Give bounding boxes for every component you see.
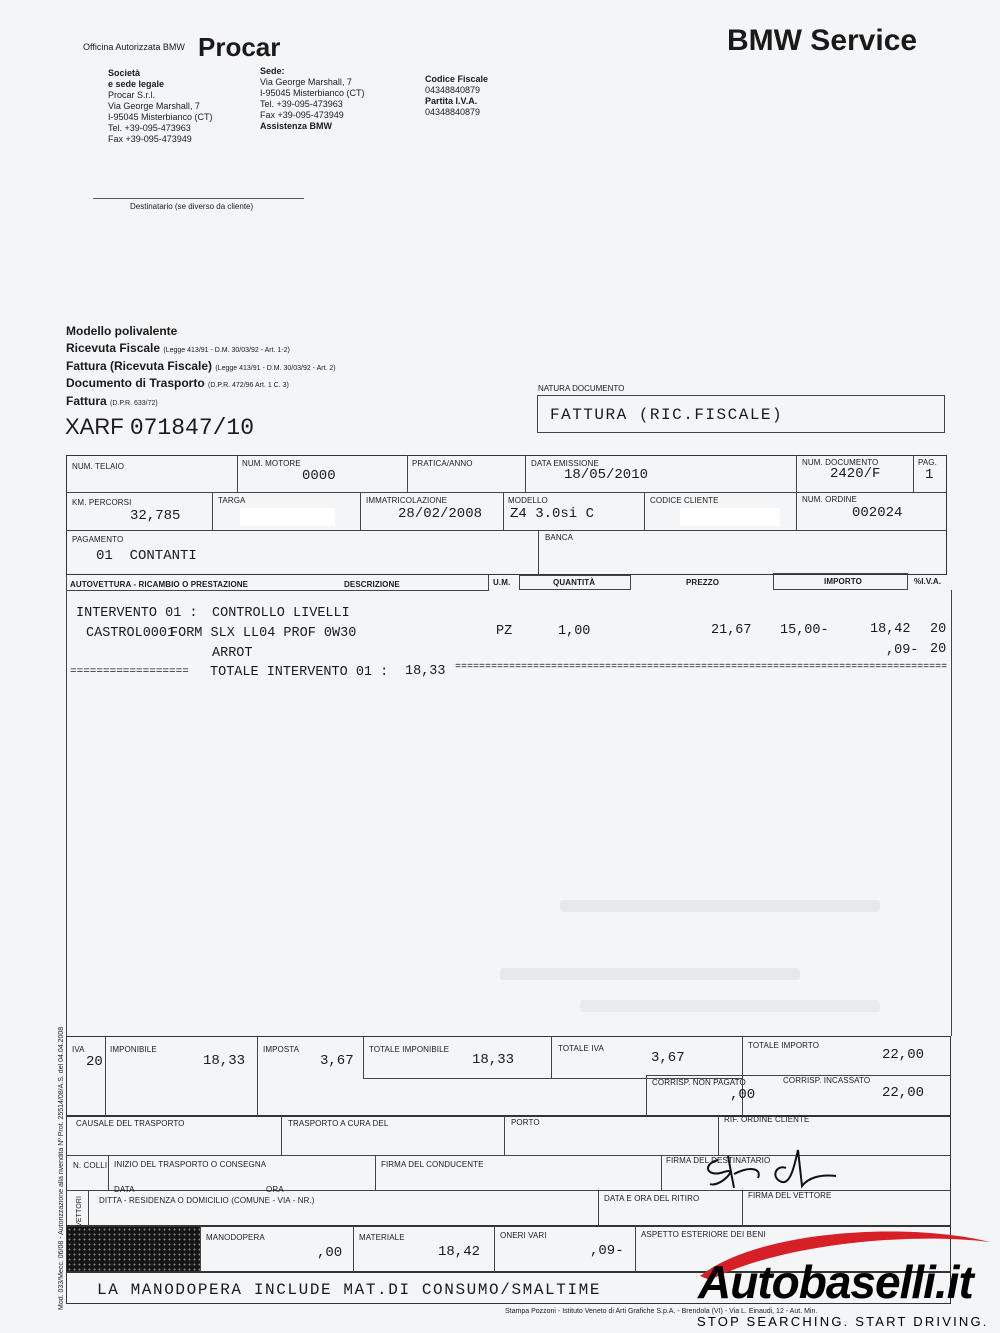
total-rule-right: ================================================================================== [455, 662, 947, 673]
document-number [65, 414, 254, 441]
model-lines [66, 341, 336, 411]
line2-discount: 15,00- [780, 623, 829, 638]
imposta-label: IMPOSTA [263, 1045, 300, 1054]
ditta-label: DITTA - RESIDENZA O DOMICILIO (COMUNE - VIA - NR.) [99, 1196, 315, 1205]
destinatario-label: Destinatario (se diverso da cliente) [130, 202, 254, 211]
model-line-ref: (D.P.R. 633/72) [110, 399, 158, 407]
model-line-bold: Fattura [66, 393, 107, 408]
col-prezzo: PREZZO [686, 578, 720, 587]
number-prefix: XARF [65, 414, 124, 439]
side-authorization-text: Mod. 033/Mecc. 06/08 - Autorizzazione alla rivendita Nº Prot. 25514/08/A.S. del 04.04.2008 [58, 1026, 65, 1310]
line2-qty: 1,00 [558, 624, 591, 639]
col-divider [257, 1036, 258, 1116]
immatricolazione-value: 28/02/2008 [398, 506, 483, 522]
targa-redacted [240, 508, 335, 526]
bmw-service-logo: BMW Service [727, 24, 918, 57]
imponibile-value: 18,33 [203, 1053, 246, 1069]
materiale-value: 18,42 [438, 1244, 481, 1260]
col-divider [200, 1226, 201, 1272]
col-divider [796, 492, 797, 530]
natura-box [537, 395, 945, 433]
legal-line: Tel. +39-095-473963 [108, 123, 191, 133]
modello-value: Z4 3.0si C [510, 506, 595, 522]
col-divider [504, 1116, 505, 1155]
motore-value: 0000 [302, 468, 336, 484]
col-divider [88, 1190, 89, 1226]
col-divider [281, 1116, 282, 1155]
causale-label: CAUSALE DEL TRASPORTO [76, 1119, 185, 1128]
tot-importo-label: TOTALE IMPORTO [748, 1041, 820, 1050]
destinatario-line [93, 198, 304, 199]
firma-conducente-label: FIRMA DEL CONDUCENTE [381, 1160, 484, 1169]
incassato-value: 22,00 [882, 1085, 925, 1101]
legal-address [108, 90, 213, 145]
ordine-label: NUM. ORDINE [802, 495, 857, 504]
vettori-label: VETTORI [76, 1196, 83, 1227]
col-descrizione: DESCRIZIONE [344, 580, 400, 589]
oneri-value: ,09- [590, 1243, 624, 1259]
natura-value: FATTURA (RIC.FISCALE) [550, 406, 784, 424]
line2-desc: FORM SLX LL04 PROF 0W30 [170, 626, 357, 641]
sede-line: Via George Marshall, 7 [260, 77, 352, 87]
col-divider [646, 1075, 647, 1116]
immatricolazione-label: IMMATRICOLAZIONE [366, 496, 448, 505]
colli-label: N. COLLI [73, 1161, 108, 1170]
brand-name: Procar [198, 32, 281, 62]
col-divider [913, 455, 914, 492]
tot-importo-value: 22,00 [882, 1047, 925, 1063]
line1-code: INTERVENTO 01 : [76, 606, 198, 621]
iva-value: 20 [86, 1054, 103, 1070]
tot-iva-value: 3,67 [651, 1050, 685, 1066]
non-pagato-value: ,00 [730, 1087, 756, 1103]
col-divider [661, 1155, 662, 1190]
model-line-bold: Documento di Trasporto [66, 376, 205, 390]
vehicle-info-frame [66, 455, 947, 575]
bleed-through-mark [580, 1000, 880, 1012]
body-left-border [66, 590, 67, 1036]
model-line-ref: (Legge 413/91 - D.M. 30/03/92 - Art. 2) [215, 364, 336, 372]
pag-value: 1 [925, 467, 934, 483]
line2-iva: 20 [930, 622, 947, 637]
watermark-name: Autobaselli.it [698, 1256, 973, 1308]
pratica-label: PRATICA/ANNO [412, 459, 473, 468]
line2-price: 21,67 [711, 623, 752, 638]
pagamento-label: PAGAMENTO [72, 535, 124, 544]
model-line-ref: (Legge 413/91 - D.M. 30/03/92 - Art. 1-2) [163, 347, 290, 354]
ordine-value: 002024 [852, 505, 903, 521]
iva-label: IVA [72, 1045, 85, 1054]
bleed-through-mark [500, 968, 800, 980]
manodopera-value: ,00 [317, 1245, 343, 1261]
manodopera-label: MANODOPERA [206, 1233, 265, 1242]
line1-desc: CONTROLLO LIVELLI [212, 606, 350, 621]
modello-label: MODELLO [508, 496, 548, 505]
targa-label: TARGA [218, 496, 246, 505]
col-divider [538, 530, 539, 575]
col-quantita: QUANTITÀ [553, 578, 596, 587]
col-divider [525, 455, 526, 492]
telaio-label: NUM. TELAIO [72, 462, 125, 471]
total-intervento-value: 18,33 [405, 664, 446, 679]
model-title: Modello polivalente [66, 324, 178, 338]
imponibile-label: IMPONIBILE [110, 1045, 157, 1054]
rif-ordine-label: RIF. ORDINE CLIENTE [724, 1115, 810, 1124]
note-text: LA MANODOPERA INCLUDE MAT.DI CONSUMO/SMALTIME [97, 1281, 602, 1299]
incassato-label: CORRISP. INCASSATO [783, 1076, 871, 1085]
legal-title: Società e sede legale [108, 68, 165, 89]
km-label: KM. PERCORSI [72, 498, 132, 507]
emissione-value: 18/05/2010 [564, 467, 649, 483]
total-intervento-label: TOTALE INTERVENTO 01 : [210, 665, 389, 680]
line2-amount: 18,42 [870, 622, 911, 637]
legal-line: Procar S.r.l. [108, 90, 156, 100]
col-divider [105, 1036, 106, 1116]
cura-label: TRASPORTO A CURA DEL [288, 1119, 389, 1128]
sede-line: I-95045 Misterbianco (CT) [260, 88, 365, 98]
row-divider [66, 530, 947, 531]
col-divider [108, 1155, 109, 1190]
col-divider [598, 1190, 599, 1226]
col-divider [375, 1155, 376, 1190]
firma-destinatario-label: FIRMA DEL DESTINATARIO [666, 1156, 771, 1165]
col-autovettura: AUTOVETTURA - RICAMBIO O PRESTAZIONE [70, 580, 249, 589]
line2-um: PZ [496, 624, 513, 639]
model-line-bold: Fattura (Ricevuta Fiscale) [66, 358, 213, 373]
col-divider [360, 492, 361, 530]
oneri-label: ONERI VARI [500, 1231, 547, 1240]
authorized-label: Officina Autorizzata BMW [83, 42, 185, 52]
col-divider [503, 492, 504, 530]
emissione-label: DATA EMISSIONE [531, 459, 599, 468]
aspetto-label: ASPETTO ESTERIORE DEI BENI [641, 1230, 766, 1239]
cf-value: 04348840879 [425, 85, 481, 95]
porto-label: PORTO [511, 1118, 540, 1127]
col-divider [742, 1036, 743, 1116]
fiscal-codes [425, 74, 488, 118]
tot-imponibile-value: 18,33 [472, 1052, 515, 1068]
col-divider [212, 492, 213, 530]
piva-value: 04348840879 [425, 107, 481, 117]
line2-code: CASTROL0001 [86, 626, 176, 641]
col-divider [363, 1036, 364, 1078]
col-divider [644, 492, 645, 530]
sede-address [260, 66, 365, 132]
firma-vettore-label: FIRMA DEL VETTORE [748, 1191, 832, 1200]
row-divider [66, 492, 947, 493]
non-pagato-label: CORRISP. NON PAGATO [652, 1078, 746, 1087]
line3-desc: ARROT [212, 646, 253, 661]
sede-line: Fax +39-095-473949 [260, 110, 344, 120]
tot-imponibile-label: TOTALE IMPONIBILE [369, 1045, 450, 1054]
col-divider [551, 1036, 552, 1078]
body-right-border [951, 590, 952, 1036]
watermark-slogan: STOP SEARCHING. START DRIVING. [697, 1314, 989, 1329]
legal-line: Via George Marshall, 7 [108, 101, 200, 111]
km-value: 32,785 [130, 508, 181, 524]
col-divider [353, 1226, 354, 1272]
piva-label: Partita I.V.A. [425, 96, 478, 106]
model-line-ref: (D.P.R. 472/96 Art. 1 C. 3) [208, 382, 289, 389]
model-line-bold: Ricevuta Fiscale [66, 341, 161, 355]
inizio-label: INIZIO DEL TRASPORTO O CONSEGNA [114, 1160, 267, 1169]
tot-iva-label: TOTALE IVA [558, 1044, 604, 1053]
ritiro-label: DATA E ORA DEL RITIRO [604, 1194, 700, 1203]
col-divider [635, 1226, 636, 1272]
line3-iva: 20 [930, 642, 947, 657]
legal-line: Fax +39-095-473949 [108, 134, 192, 144]
col-importo: IMPORTO [824, 577, 862, 586]
natura-label: NATURA DOCUMENTO [538, 384, 625, 393]
legal-line: I-95045 Misterbianco (CT) [108, 112, 213, 122]
bleed-through-mark [560, 900, 880, 912]
col-divider [742, 1190, 743, 1226]
cf-label: Codice Fiscale [425, 74, 489, 84]
assistenza-label: Assistenza BMW [260, 121, 333, 131]
codice-cliente-label: CODICE CLIENTE [650, 496, 719, 505]
printer-footer: Stampa Pozzoni - Istituto Veneto di Arti Grafiche S.p.A. - Brendola (VI) - Via L. Einaudi, 12 - Aut. Min. [505, 1308, 818, 1315]
documento-value: 2420/F [830, 466, 881, 482]
col-divider [407, 455, 408, 492]
pagamento-value: 01 CONTANTI [96, 548, 197, 564]
pag-label: PAG. [918, 458, 937, 467]
line3-amount: ,09- [886, 643, 919, 658]
redacted-block [67, 1227, 200, 1271]
col-divider [494, 1226, 495, 1272]
codice-redacted [680, 508, 780, 526]
col-um: U.M. [493, 578, 511, 587]
materiale-label: MATERIALE [359, 1233, 405, 1242]
documento-label: NUM. DOCUMENTO [802, 458, 879, 467]
banca-label: BANCA [545, 533, 574, 542]
number-value: 071847/10 [129, 415, 255, 441]
ora-label: ORA [266, 1185, 284, 1194]
sede-line: Tel. +39-095-473963 [260, 99, 343, 109]
motore-label: NUM. MOTORE [242, 459, 301, 468]
data-label: DATA [114, 1185, 135, 1194]
col-iva: %I.V.A. [914, 577, 942, 586]
col-divider [237, 455, 238, 492]
imposta-value: 3,67 [320, 1053, 354, 1069]
sede-title: Sede: [260, 66, 285, 76]
signature-drawing [690, 1138, 840, 1193]
col-divider [796, 455, 797, 492]
total-rule-left: ================== [70, 666, 189, 678]
